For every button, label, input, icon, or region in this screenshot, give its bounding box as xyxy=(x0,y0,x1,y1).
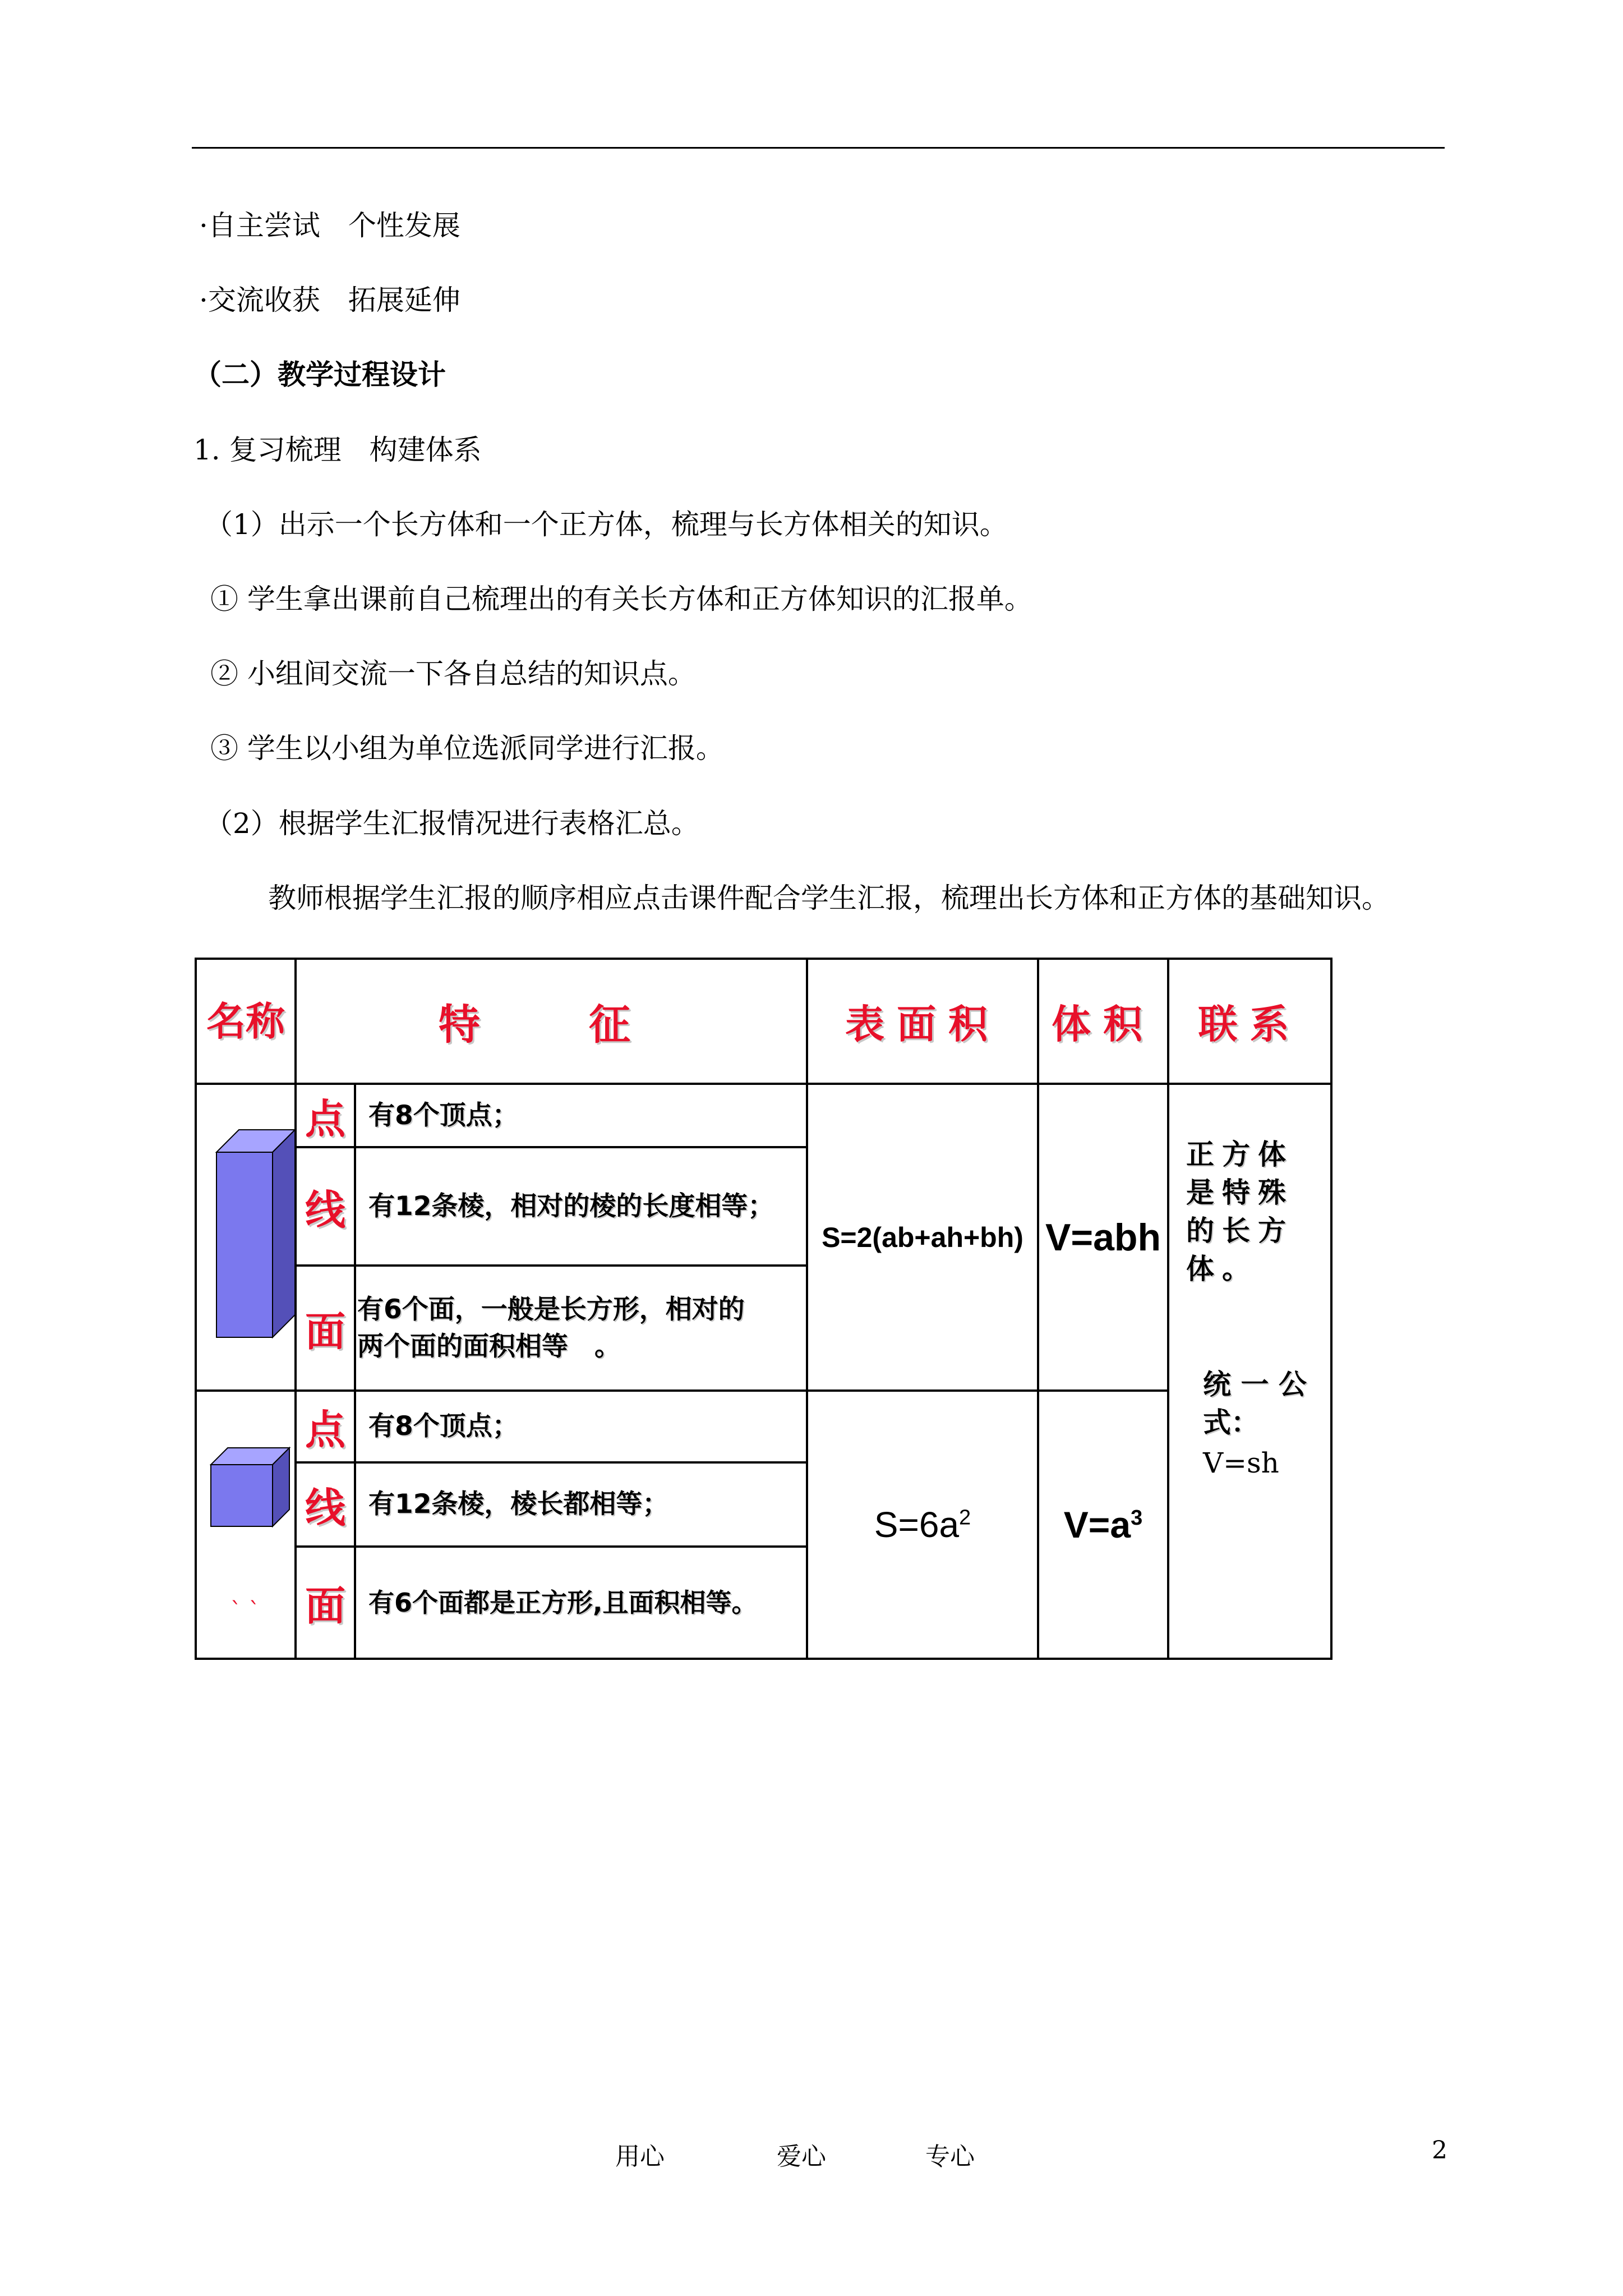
cube-area-formula xyxy=(807,1391,1038,1659)
formula-exponent: 3 xyxy=(1131,1506,1143,1530)
cuboid-point-label: 点 xyxy=(296,1084,355,1147)
cube-edge-text: 有12条棱，棱长都相等； xyxy=(355,1462,807,1547)
header-feature: 特 征 xyxy=(296,959,807,1084)
cuboid-image-cell xyxy=(196,1084,296,1391)
relation-cell xyxy=(1168,1084,1331,1659)
cuboid-edge-label: 线 xyxy=(296,1147,355,1266)
cuboid-edge-text: 有12条棱，相对的棱的长度相等； xyxy=(355,1147,807,1266)
list-item: ③ 学生以小组为单位选派同学进行汇报。 xyxy=(210,732,724,765)
sub-heading: （2）根据学生汇报情况进行表格汇总。 xyxy=(205,807,699,840)
unified-label: 统 一 公式： xyxy=(1203,1368,1307,1439)
cuboid-point-text: 有8个顶点； xyxy=(355,1084,807,1147)
step-heading: 1. 复习梳理 构建体系 xyxy=(193,434,482,466)
cube-icon xyxy=(205,1442,301,1538)
cube-face-label: 面 xyxy=(296,1547,355,1659)
formula-base: S=6a xyxy=(874,1504,960,1545)
footer-word: 用心 xyxy=(615,2142,665,2171)
relation-text: 正方体是特殊的长方体。 xyxy=(1186,1138,1294,1285)
footer-word: 专心 xyxy=(925,2142,975,2171)
cuboid-face-line: 两个面的面积相等 。 xyxy=(357,1331,621,1362)
bullet-item: ·自主尝试 个性发展 xyxy=(199,209,460,242)
unified-formula: V=sh xyxy=(1203,1447,1279,1479)
list-item: ① 学生拿出课前自己梳理出的有关长方体和正方体知识的汇报单。 xyxy=(210,583,1032,615)
header-volume: 体积 xyxy=(1038,959,1168,1084)
section-heading: （二）教学过程设计 xyxy=(193,358,446,391)
formula-exponent: 2 xyxy=(959,1506,971,1530)
list-item: ② 小组间交流一下各自总结的知识点。 xyxy=(210,657,696,690)
cube-image-cell xyxy=(196,1391,296,1659)
cuboid-face-text xyxy=(355,1266,807,1391)
decorative-dots: ˋ ˋ xyxy=(230,1598,260,1624)
header-name: 名称 xyxy=(196,959,296,1084)
cuboid-icon xyxy=(211,1124,306,1349)
paragraph: 教师根据学生汇报的顺序相应点击课件配合学生汇报，梳理出长方体和正方体的基础知识。 xyxy=(268,882,1390,914)
cube-point-text: 有8个顶点； xyxy=(355,1391,807,1462)
cube-edge-label: 线 xyxy=(296,1462,355,1547)
cuboid-face-line: 有6个面，一般是长方形，相对的 xyxy=(357,1294,745,1325)
footer-word: 爱心 xyxy=(777,2142,826,2171)
sub-heading: （1）出示一个长方体和一个正方体，梳理与长方体相关的知识。 xyxy=(205,508,1008,541)
cube-point-label: 点 xyxy=(296,1391,355,1462)
cuboid-face-label: 面 xyxy=(296,1266,355,1391)
formula-base: V=a xyxy=(1063,1504,1131,1545)
summary-table xyxy=(195,958,1332,1660)
cube-volume-formula xyxy=(1038,1391,1168,1659)
cuboid-area-formula: S=2(ab+ah+bh) xyxy=(807,1084,1038,1391)
bullet-item: ·交流收获 拓展延伸 xyxy=(199,284,460,316)
header-rule xyxy=(192,147,1445,149)
page-number: 2 xyxy=(1432,2136,1447,2165)
header-relation: 联系 xyxy=(1168,959,1331,1084)
cuboid-volume-formula: V=abh xyxy=(1038,1084,1168,1391)
cube-face-text: 有6个面都是正方形,且面积相等。 xyxy=(355,1547,807,1659)
header-area: 表面积 xyxy=(807,959,1038,1084)
